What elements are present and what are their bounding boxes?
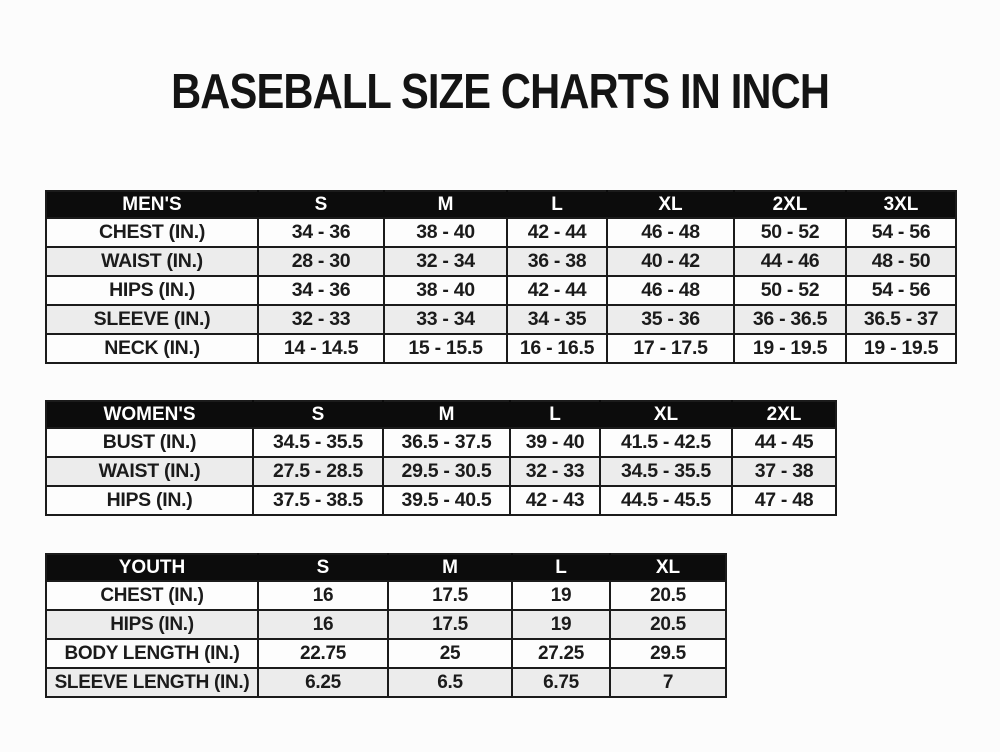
table-row [46, 305, 956, 334]
table-row [46, 428, 836, 457]
column-header: XL [607, 191, 734, 218]
size-cell: 6.25 [258, 668, 388, 697]
size-cell: 40 - 42 [607, 247, 734, 276]
column-header: M [384, 191, 507, 218]
column-header: M [388, 554, 512, 581]
size-cell: 20.5 [610, 581, 726, 610]
column-header: S [258, 554, 388, 581]
size-cell: 25 [388, 639, 512, 668]
column-header: 2XL [732, 401, 836, 428]
size-cell: 50 - 52 [734, 218, 846, 247]
table-row [46, 668, 726, 697]
table-row [46, 247, 956, 276]
size-cell: 19 [512, 581, 610, 610]
column-header: L [510, 401, 600, 428]
column-header: S [258, 191, 384, 218]
size-cell: 44.5 - 45.5 [600, 486, 732, 515]
row-label: WAIST (IN.) [46, 247, 258, 276]
size-cell: 37.5 - 38.5 [253, 486, 383, 515]
column-header: S [253, 401, 383, 428]
size-cell: 17.5 [388, 610, 512, 639]
column-header: L [512, 554, 610, 581]
size-cell: 34.5 - 35.5 [253, 428, 383, 457]
size-cell: 36.5 - 37 [846, 305, 956, 334]
row-label: WAIST (IN.) [46, 457, 253, 486]
size-cell: 35 - 36 [607, 305, 734, 334]
size-cell: 41.5 - 42.5 [600, 428, 732, 457]
size-cell: 16 [258, 610, 388, 639]
size-cell: 19 [512, 610, 610, 639]
size-cell: 46 - 48 [607, 276, 734, 305]
size-cell: 34 - 36 [258, 276, 384, 305]
youth-header-row [46, 554, 726, 581]
size-cell: 47 - 48 [732, 486, 836, 515]
size-cell: 42 - 43 [510, 486, 600, 515]
size-cell: 36 - 38 [507, 247, 607, 276]
size-cell: 15 - 15.5 [384, 334, 507, 363]
column-header: XL [600, 401, 732, 428]
column-header: WOMEN'S [46, 401, 253, 428]
column-header: M [383, 401, 510, 428]
column-header: YOUTH [46, 554, 258, 581]
size-cell: 16 - 16.5 [507, 334, 607, 363]
row-label: NECK (IN.) [46, 334, 258, 363]
size-cell: 38 - 40 [384, 218, 507, 247]
size-cell: 33 - 34 [384, 305, 507, 334]
size-cell: 38 - 40 [384, 276, 507, 305]
size-cell: 42 - 44 [507, 276, 607, 305]
size-cell: 54 - 56 [846, 276, 956, 305]
row-label: HIPS (IN.) [46, 610, 258, 639]
table-row [46, 276, 956, 305]
mens-size-table [45, 190, 957, 364]
size-cell: 28 - 30 [258, 247, 384, 276]
size-cell: 34 - 35 [507, 305, 607, 334]
column-header: L [507, 191, 607, 218]
column-header: XL [610, 554, 726, 581]
size-cell: 32 - 33 [258, 305, 384, 334]
size-cell: 39 - 40 [510, 428, 600, 457]
size-cell: 27.25 [512, 639, 610, 668]
size-cell: 32 - 34 [384, 247, 507, 276]
size-cell: 7 [610, 668, 726, 697]
table-row [46, 639, 726, 668]
table-row [46, 218, 956, 247]
page-title-wrap [0, 64, 1000, 120]
size-cell: 37 - 38 [732, 457, 836, 486]
size-cell: 17.5 [388, 581, 512, 610]
table-row [46, 457, 836, 486]
size-cell: 46 - 48 [607, 218, 734, 247]
womens-size-table [45, 400, 837, 516]
size-cell: 19 - 19.5 [846, 334, 956, 363]
table-row [46, 486, 836, 515]
column-header: 3XL [846, 191, 956, 218]
size-cell: 14 - 14.5 [258, 334, 384, 363]
size-cell: 44 - 46 [734, 247, 846, 276]
size-cell: 34.5 - 35.5 [600, 457, 732, 486]
youth-size-table [45, 553, 727, 698]
size-cell: 48 - 50 [846, 247, 956, 276]
page-title: BASEBALL SIZE CHARTS IN INCH [170, 65, 830, 119]
size-cell: 6.5 [388, 668, 512, 697]
row-label: HIPS (IN.) [46, 276, 258, 305]
size-cell: 32 - 33 [510, 457, 600, 486]
size-cell: 27.5 - 28.5 [253, 457, 383, 486]
womens-header-row [46, 401, 836, 428]
size-cell: 36.5 - 37.5 [383, 428, 510, 457]
size-cell: 17 - 17.5 [607, 334, 734, 363]
size-cell: 34 - 36 [258, 218, 384, 247]
size-cell: 16 [258, 581, 388, 610]
table-row [46, 334, 956, 363]
row-label: BODY LENGTH (IN.) [46, 639, 258, 668]
size-cell: 22.75 [258, 639, 388, 668]
table-row [46, 610, 726, 639]
size-cell: 29.5 - 30.5 [383, 457, 510, 486]
row-label: CHEST (IN.) [46, 218, 258, 247]
row-label: HIPS (IN.) [46, 486, 253, 515]
size-cell: 42 - 44 [507, 218, 607, 247]
size-cell: 44 - 45 [732, 428, 836, 457]
column-header: 2XL [734, 191, 846, 218]
size-cell: 36 - 36.5 [734, 305, 846, 334]
size-cell: 50 - 52 [734, 276, 846, 305]
column-header: MEN'S [46, 191, 258, 218]
size-cell: 19 - 19.5 [734, 334, 846, 363]
size-cell: 20.5 [610, 610, 726, 639]
row-label: CHEST (IN.) [46, 581, 258, 610]
row-label: SLEEVE LENGTH (IN.) [46, 668, 258, 697]
size-cell: 54 - 56 [846, 218, 956, 247]
row-label: BUST (IN.) [46, 428, 253, 457]
table-row [46, 581, 726, 610]
row-label: SLEEVE (IN.) [46, 305, 258, 334]
size-cell: 6.75 [512, 668, 610, 697]
size-cell: 39.5 - 40.5 [383, 486, 510, 515]
mens-header-row [46, 191, 956, 218]
size-cell: 29.5 [610, 639, 726, 668]
